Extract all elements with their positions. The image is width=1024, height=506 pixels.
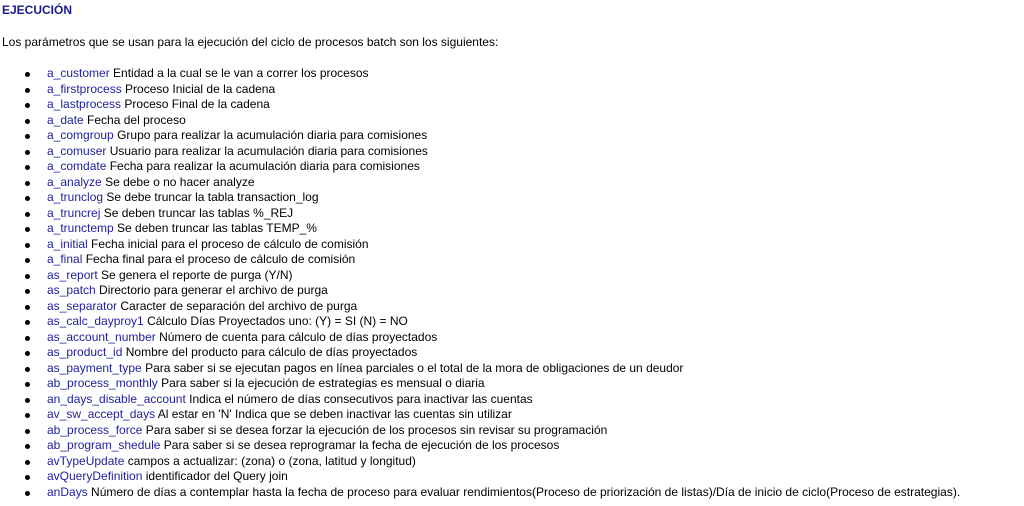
param-description: Para saber si se desea reprogramar la fecha de ejecución de los procesos [163, 438, 560, 453]
param-name: ab_process_monthly [47, 376, 158, 391]
list-item [0, 268, 960, 284]
list-item [0, 485, 960, 501]
bullet-icon [25, 212, 30, 217]
list-item [0, 66, 960, 82]
list-item [0, 469, 960, 485]
param-name: a_initial [47, 236, 88, 251]
list-item [0, 206, 960, 222]
list-item [0, 438, 960, 454]
param-name: as_calc_dayproy1 [47, 314, 144, 329]
bullet-icon [25, 444, 30, 449]
bullet-icon [25, 429, 30, 434]
param-name: as_product_id [47, 345, 123, 360]
param-name: ab_program_shedule [47, 438, 161, 453]
param-description: campos a actualizar: (zona) o (zona, latitud y longitud) [127, 453, 416, 468]
list-item [0, 190, 960, 206]
bullet-icon [25, 460, 30, 465]
param-description: Cálculo Días Proyectados uno: (Y) = SI (N) = NO [147, 314, 408, 329]
param-name: a_lastprocess [47, 97, 122, 112]
bullet-icon [25, 258, 30, 263]
param-name: anDays [47, 484, 88, 499]
list-item [0, 423, 960, 439]
param-description: Entidad a la cual se le van a correr los procesos [113, 66, 369, 80]
param-name: a_truncrej [47, 205, 101, 220]
list-item [0, 252, 960, 268]
param-description: Se deben truncar las tablas %_REJ [103, 205, 294, 220]
param-name: a_analyze [47, 174, 102, 189]
list-item [0, 454, 960, 470]
list-item [0, 330, 960, 346]
list-item [0, 376, 960, 392]
list-item [0, 82, 960, 98]
param-description: Fecha para realizar la acumulación diaria para comisiones [109, 159, 420, 174]
param-name: avTypeUpdate [47, 453, 125, 468]
param-description: Se genera el reporte de purga (Y/N) [101, 267, 293, 282]
param-name: as_patch [47, 283, 96, 298]
bullet-icon [25, 398, 30, 403]
bullet-icon [25, 72, 30, 77]
bullet-icon [25, 227, 30, 232]
param-description: Caracter de separación del archivo de purga [120, 298, 358, 313]
param-description: Fecha final para el proceso de cálculo de comisión [85, 252, 356, 267]
param-name: a_date [47, 112, 84, 127]
param-description: Directorio para generar el archivo de purga [99, 283, 328, 298]
bullet-icon [25, 150, 30, 155]
bullet-icon [25, 475, 30, 480]
bullet-icon [25, 351, 30, 356]
bullet-icon [25, 243, 30, 248]
param-name: as_account_number [47, 329, 156, 344]
param-name: ab_process_force [47, 422, 143, 437]
param-name: as_payment_type [47, 360, 142, 375]
param-description: Fecha del proceso [87, 112, 186, 127]
param-name: a_final [47, 252, 83, 267]
intro-text: Los parámetros que se usan para la ejecución del ciclo de procesos batch son los siguientes: [2, 35, 499, 49]
bullet-icon [25, 289, 30, 294]
param-description: Proceso Inicial de la cadena [125, 81, 276, 96]
bullet-icon [25, 274, 30, 279]
param-description: Se deben truncar las tablas TEMP_% [117, 221, 317, 236]
param-description: Número de días a contemplar hasta la fecha de proceso para evaluar rendimientos(Proceso de priorización de listas)/Día de inicio de ciclo(Proceso de estrategias). [91, 484, 961, 499]
param-name: as_report [47, 267, 98, 282]
param-description: Al estar en 'N' Indica que se deben inactivar las cuentas sin utilizar [157, 407, 512, 422]
param-name: a_comdate [47, 159, 107, 174]
section-heading: EJECUCIÓN [2, 3, 73, 17]
bullet-icon [25, 119, 30, 124]
list-item [0, 314, 960, 330]
param-description: Nombre del producto para cálculo de días proyectados [125, 345, 418, 360]
list-item [0, 283, 960, 299]
param-description: Para saber si la ejecución de estrategias es mensual o diaria [161, 376, 485, 391]
param-name: an_days_disable_account [47, 391, 186, 406]
list-item [0, 407, 960, 423]
list-item [0, 299, 960, 315]
param-name: a_customer [47, 66, 110, 80]
list-item [0, 113, 960, 129]
list-item [0, 237, 960, 253]
bullet-icon [25, 88, 30, 93]
param-description: Se debe truncar la tabla transaction_log [106, 190, 319, 205]
param-name: a_firstprocess [47, 81, 122, 96]
param-description: Proceso Final de la cadena [124, 97, 270, 112]
bullet-icon [25, 491, 30, 496]
bullet-icon [25, 181, 30, 186]
bullet-icon [25, 367, 30, 372]
param-description: identificador del Query join [145, 469, 288, 484]
param-name: avQueryDefinition [47, 469, 143, 484]
list-item [0, 392, 960, 408]
bullet-icon [25, 103, 30, 108]
param-name: a_trunclog [47, 190, 104, 205]
param-name: a_comuser [47, 143, 107, 158]
bullet-icon [25, 382, 30, 387]
bullet-icon [25, 336, 30, 341]
param-name: a_trunctemp [47, 221, 114, 236]
param-description: Usuario para realizar la acumulación diaria para comisiones [109, 143, 428, 158]
param-name: as_separator [47, 298, 118, 313]
param-description: Se debe o no hacer analyze [105, 174, 255, 189]
bullet-icon [25, 165, 30, 170]
param-description: Fecha inicial para el proceso de cálculo de comisión [91, 236, 369, 251]
list-item [0, 97, 960, 113]
param-name: av_sw_accept_days [47, 407, 156, 422]
param-description: Para saber si se ejecutan pagos en línea parciales o el total de la mora de obligaciones de un deudor [145, 360, 684, 375]
list-item [0, 345, 960, 361]
list-item [0, 144, 960, 160]
bullet-icon [25, 196, 30, 201]
param-description: Indica el número de días consecutivos para inactivar las cuentas [189, 391, 533, 406]
list-item [0, 128, 960, 144]
bullet-icon [25, 305, 30, 310]
list-item [0, 175, 960, 191]
list-item [0, 159, 960, 175]
bullet-icon [25, 413, 30, 418]
list-item [0, 361, 960, 377]
parameters-list [0, 66, 960, 500]
bullet-icon [25, 134, 30, 139]
param-description: Para saber si se desea forzar la ejecución de los procesos sin revisar su programación [145, 422, 608, 437]
bullet-icon [25, 320, 30, 325]
list-item [0, 221, 960, 237]
param-description: Grupo para realizar la acumulación diaria para comisiones [117, 128, 428, 143]
param-description: Número de cuenta para cálculo de días proyectados [159, 329, 438, 344]
param-name: a_comgroup [47, 128, 114, 143]
